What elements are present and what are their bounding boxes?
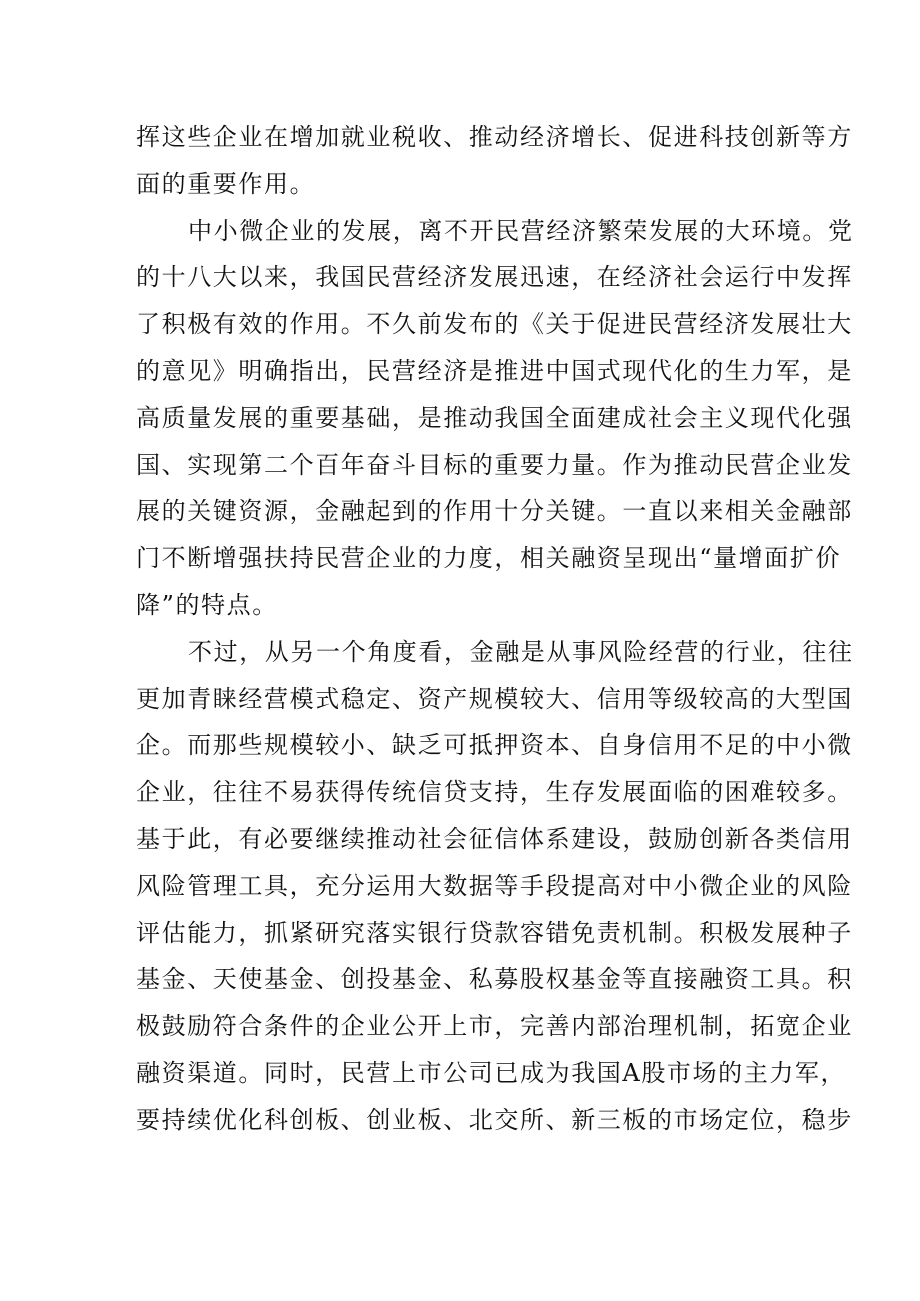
- paragraph-first-line: 不过，从另一个角度看，金融是从事风险经营的行业，往往: [188, 637, 854, 666]
- text-line: 门不断增强扶持民营企业的力度，相关融资呈现出“量增面扩价: [136, 544, 842, 573]
- text-line: 挥这些企业在增加就业税收、推动经济增长、促进科技创新等方: [136, 123, 853, 151]
- text-line: 基金、天使基金、创投基金、私募股权基金等直接融资工具。积: [136, 965, 853, 994]
- text-line: 展的关键资源，金融起到的作用十分关键。一直以来相关金融部: [136, 497, 853, 526]
- text-line: 融资渠道。同时，民营上市公司已成为我国A股市场的主力军，: [136, 1058, 847, 1087]
- text-line: 面的重要作用。: [136, 169, 316, 198]
- text-line: 企业，往往不易获得传统信贷支持，生存发展面临的困难较多。: [136, 778, 853, 807]
- text-line: 风险管理工具，充分运用大数据等手段提高对中小微企业的风险: [136, 871, 853, 900]
- text-line: 高质量发展的重要基础，是推动我国全面建成社会主义现代化强: [136, 403, 853, 432]
- text-line: 更加青睐经营模式稳定、资产规模较大、信用等级较高的大型国: [136, 684, 853, 713]
- text-line: 要持续优化科创板、创业板、北交所、新三板的市场定位，稳步: [136, 1105, 853, 1134]
- text-line: 的意见》明确指出，民营经济是推进中国式现代化的生力军，是: [136, 356, 853, 385]
- text-line: 国、实现第二个百年奋斗目标的重要力量。作为推动民营企业发: [136, 450, 853, 479]
- document-body: [136, 114, 854, 1144]
- text-line: 降”的特点。: [136, 590, 278, 619]
- text-line: 评估能力，抓紧研究落实银行贷款容错免责机制。积极发展种子: [136, 918, 853, 947]
- text-line: 极鼓励符合条件的企业公开上市，完善内部治理机制，拓宽企业: [136, 1012, 853, 1041]
- paragraph-first-line: 中小微企业的发展，离不开民营经济繁荣发展的大环境。党: [188, 216, 854, 245]
- text-line: 的十八大以来，我国民营经济发展迅速，在经济社会运行中发挥: [136, 263, 853, 292]
- text-line: 基于此，有必要继续推动社会征信体系建设，鼓励创新各类信用: [136, 824, 853, 853]
- text-line: 了积极有效的作用。不久前发布的《关于促进民营经济发展壮大: [136, 310, 853, 339]
- text-line: 企。而那些规模较小、缺乏可抵押资本、自身信用不足的中小微: [136, 731, 853, 760]
